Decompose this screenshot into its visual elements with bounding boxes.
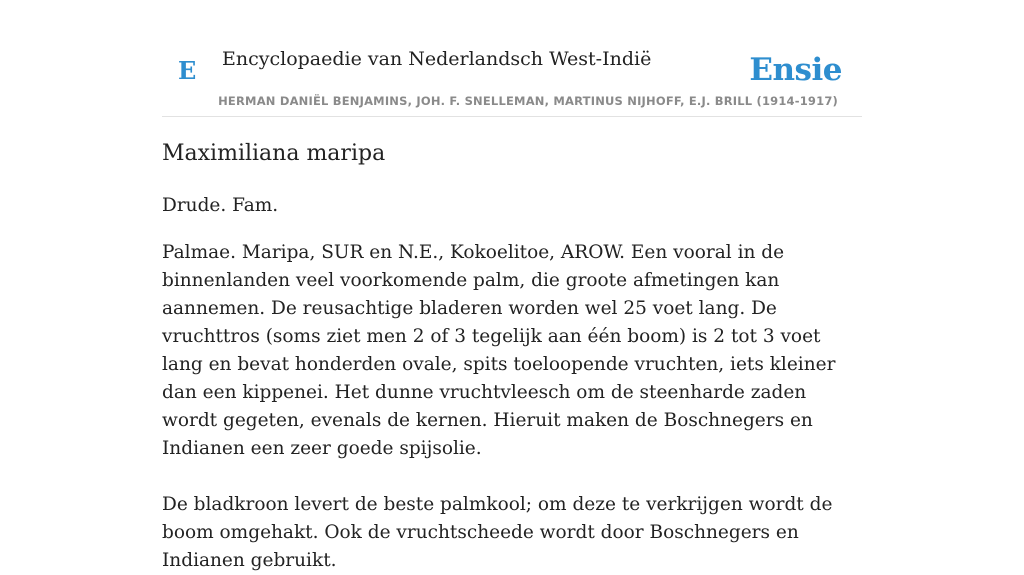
article-paragraph: De bladkroon levert de beste palmkool; om deze te verkrijgen wordt de boom omgehakt. Ook de vruchtscheede wordt door Boschnegers en Indianen gebruikt.: [162, 494, 833, 571]
source-title[interactable]: Encyclopaedie van Nederlandsch West-Indië: [222, 48, 652, 70]
header: [162, 0, 862, 117]
article: [162, 138, 862, 575]
article-paragraph: Palmae. Maripa, SUR en N.E., Kokoelitoe, AROW. Een vooral in de binnenlanden veel voorkomende palm, die groote afmetingen kan aannemen. De reusachtige bladeren worden wel 25 voet lang. De vruchttros (soms ziet men 2 of 3 tegelijk aan één boom) is 2 tot 3 voet lang en bevat honderden ovale, spits toeloopende vruchten, iets kleiner dan een kippenei. Het dunne vruchtvleesch om de steenharde zaden wordt gegeten, evenals de kernen. Hieruit maken de Boschnegers en Indianen een zeer goede spijsolie.: [162, 242, 836, 459]
source-logo[interactable]: E: [178, 56, 197, 85]
article-paragraph: Drude. Fam.: [162, 195, 279, 216]
source-authors: HERMAN DANIËL BENJAMINS, JOH. F. SNELLEMAN, MARTINUS NIJHOFF, E.J. BRILL (1914-1917): [218, 94, 838, 108]
ensie-logo[interactable]: Ensie: [749, 52, 842, 88]
article-title: Maximiliana maripa: [162, 141, 386, 166]
